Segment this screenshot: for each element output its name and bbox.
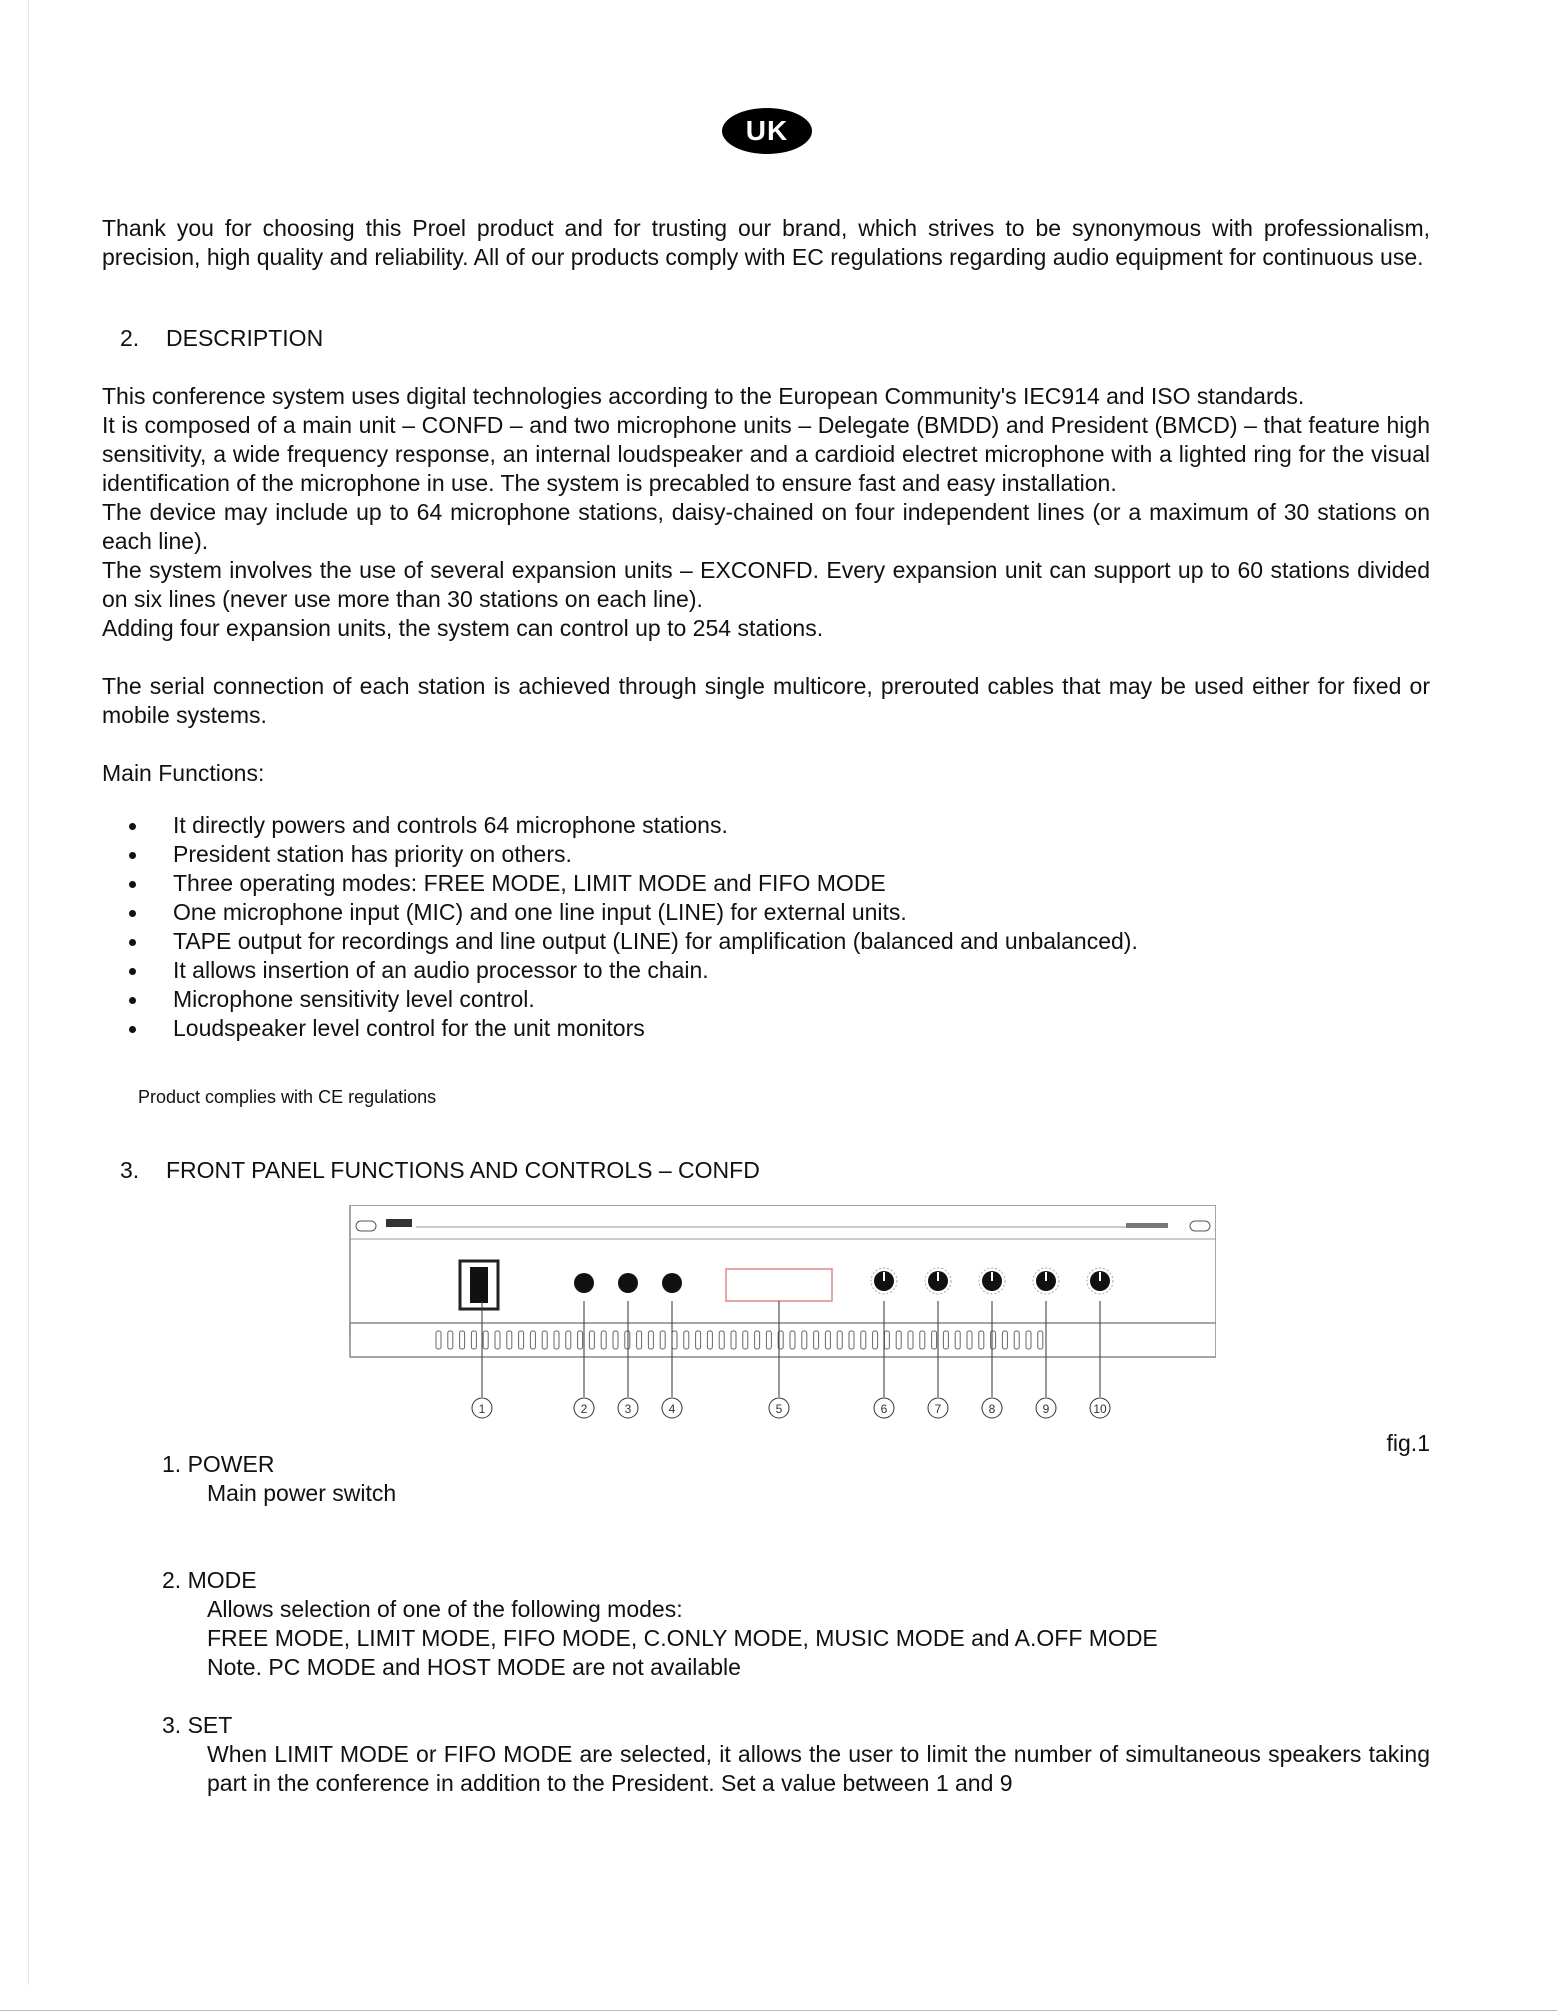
language-badge: UK [722, 108, 812, 154]
figure-label: fig.1 [1386, 1430, 1430, 1456]
control-item-text: Main power switch [207, 1480, 397, 1506]
power-switch [470, 1267, 488, 1303]
control-item-title: 1. POWER [162, 1451, 275, 1477]
list-item: Microphone sensitivity level control. [102, 985, 1430, 1014]
list-item: One microphone input (MIC) and one line input (LINE) for external units. [102, 898, 1430, 927]
list-item: Loudspeaker level control for the unit monitors [102, 1014, 1430, 1043]
front-panel-figure [102, 1205, 1430, 1456]
brand-logo [1126, 1223, 1168, 1228]
page-edge [28, 0, 29, 1985]
description-paragraph: The system involves the use of several expansion units – EXCONFD. Every expansion unit can support up to 60 stations divided on six lines (never use more than 30 stations on each line). [102, 557, 1430, 612]
list-item: It allows insertion of an audio processor to the chain. [102, 956, 1430, 985]
section-heading-description [102, 324, 1430, 353]
section-number: 2. [120, 325, 140, 351]
functions-list [102, 811, 1430, 1043]
list-item: Three operating modes: FREE MODE, LIMIT MODE and FIFO MODE [102, 869, 1430, 898]
list-item: President station has priority on others. [102, 840, 1430, 869]
page-bottom-edge [0, 2010, 1557, 2011]
callout-number: 10 [1093, 1402, 1107, 1416]
intro-paragraph: Thank you for choosing this Proel product and for trusting our brand, which strives to be synonymous with professionalism, precision, high quality and reliability. All of our products comply with EC regulations regarding audio equipment for continuous use. [102, 215, 1430, 270]
mode-button [574, 1273, 594, 1293]
display-window [726, 1269, 832, 1301]
callout-number: 7 [934, 1402, 942, 1416]
callout-number: 5 [775, 1402, 783, 1416]
section-heading-front-panel [102, 1156, 1430, 1185]
ce-note: Product complies with CE regulations [138, 1087, 437, 1107]
callout-number: 6 [880, 1402, 888, 1416]
control-item-text: When LIMIT MODE or FIFO MODE are selected, it allows the user to limit the number of simultaneous speakers taking part in the conference in addition to the President. Set a value between 1 and 9 [207, 1741, 1430, 1796]
control-item-title: 2. MODE [162, 1567, 257, 1593]
brand-logo [386, 1219, 412, 1227]
description-paragraph: Adding four expansion units, the system can control up to 254 stations. [102, 615, 824, 641]
main-functions-label: Main Functions: [102, 760, 265, 786]
callout-number: 9 [1042, 1402, 1050, 1416]
callout-number: 2 [580, 1402, 588, 1416]
section-number: 3. [120, 1157, 140, 1183]
description-paragraph: The serial connection of each station is achieved through single multicore, prerouted cables that may be used either for fixed or mobile systems. [102, 673, 1430, 728]
list-item: It directly powers and controls 64 microphone stations. [102, 811, 1430, 840]
save-button [662, 1273, 682, 1293]
callout-number: 3 [624, 1402, 632, 1416]
document-body [102, 214, 1430, 1798]
set-button [618, 1273, 638, 1293]
callout-number: 1 [478, 1402, 486, 1416]
section-title: DESCRIPTION [166, 325, 324, 351]
control-item-text: FREE MODE, LIMIT MODE, FIFO MODE, C.ONLY MODE, MUSIC MODE and A.OFF MODE [207, 1625, 1158, 1651]
control-item-text: Note. PC MODE and HOST MODE are not available [207, 1654, 741, 1680]
control-item-title: 3. SET [162, 1712, 233, 1738]
callout-number: 4 [668, 1402, 676, 1416]
callout-number: 8 [988, 1402, 996, 1416]
description-paragraph: The device may include up to 64 microphone stations, daisy-chained on four independent lines (or a maximum of 30 stations on each line). [102, 499, 1430, 554]
description-paragraph: This conference system uses digital technologies according to the European Community's IEC914 and ISO standards. [102, 383, 1305, 409]
description-paragraph: It is composed of a main unit – CONFD – and two microphone units – Delegate (BMDD) and President (BMCD) – that feature high sensitivity, a wide frequency response, an internal loudspeaker and a cardioid electret microphone with a lighted ring for the visual identification of the microphone in use. The system is precabled to ensure fast and easy installation. [102, 412, 1430, 496]
front-panel-diagram [346, 1205, 1216, 1425]
control-item-text: Allows selection of one of the following modes: [207, 1596, 683, 1622]
section-title: FRONT PANEL FUNCTIONS AND CONTROLS – CONFD [166, 1157, 760, 1183]
list-item: TAPE output for recordings and line output (LINE) for amplification (balanced and unbalanced). [102, 927, 1430, 956]
controls-list [102, 1450, 1430, 1798]
